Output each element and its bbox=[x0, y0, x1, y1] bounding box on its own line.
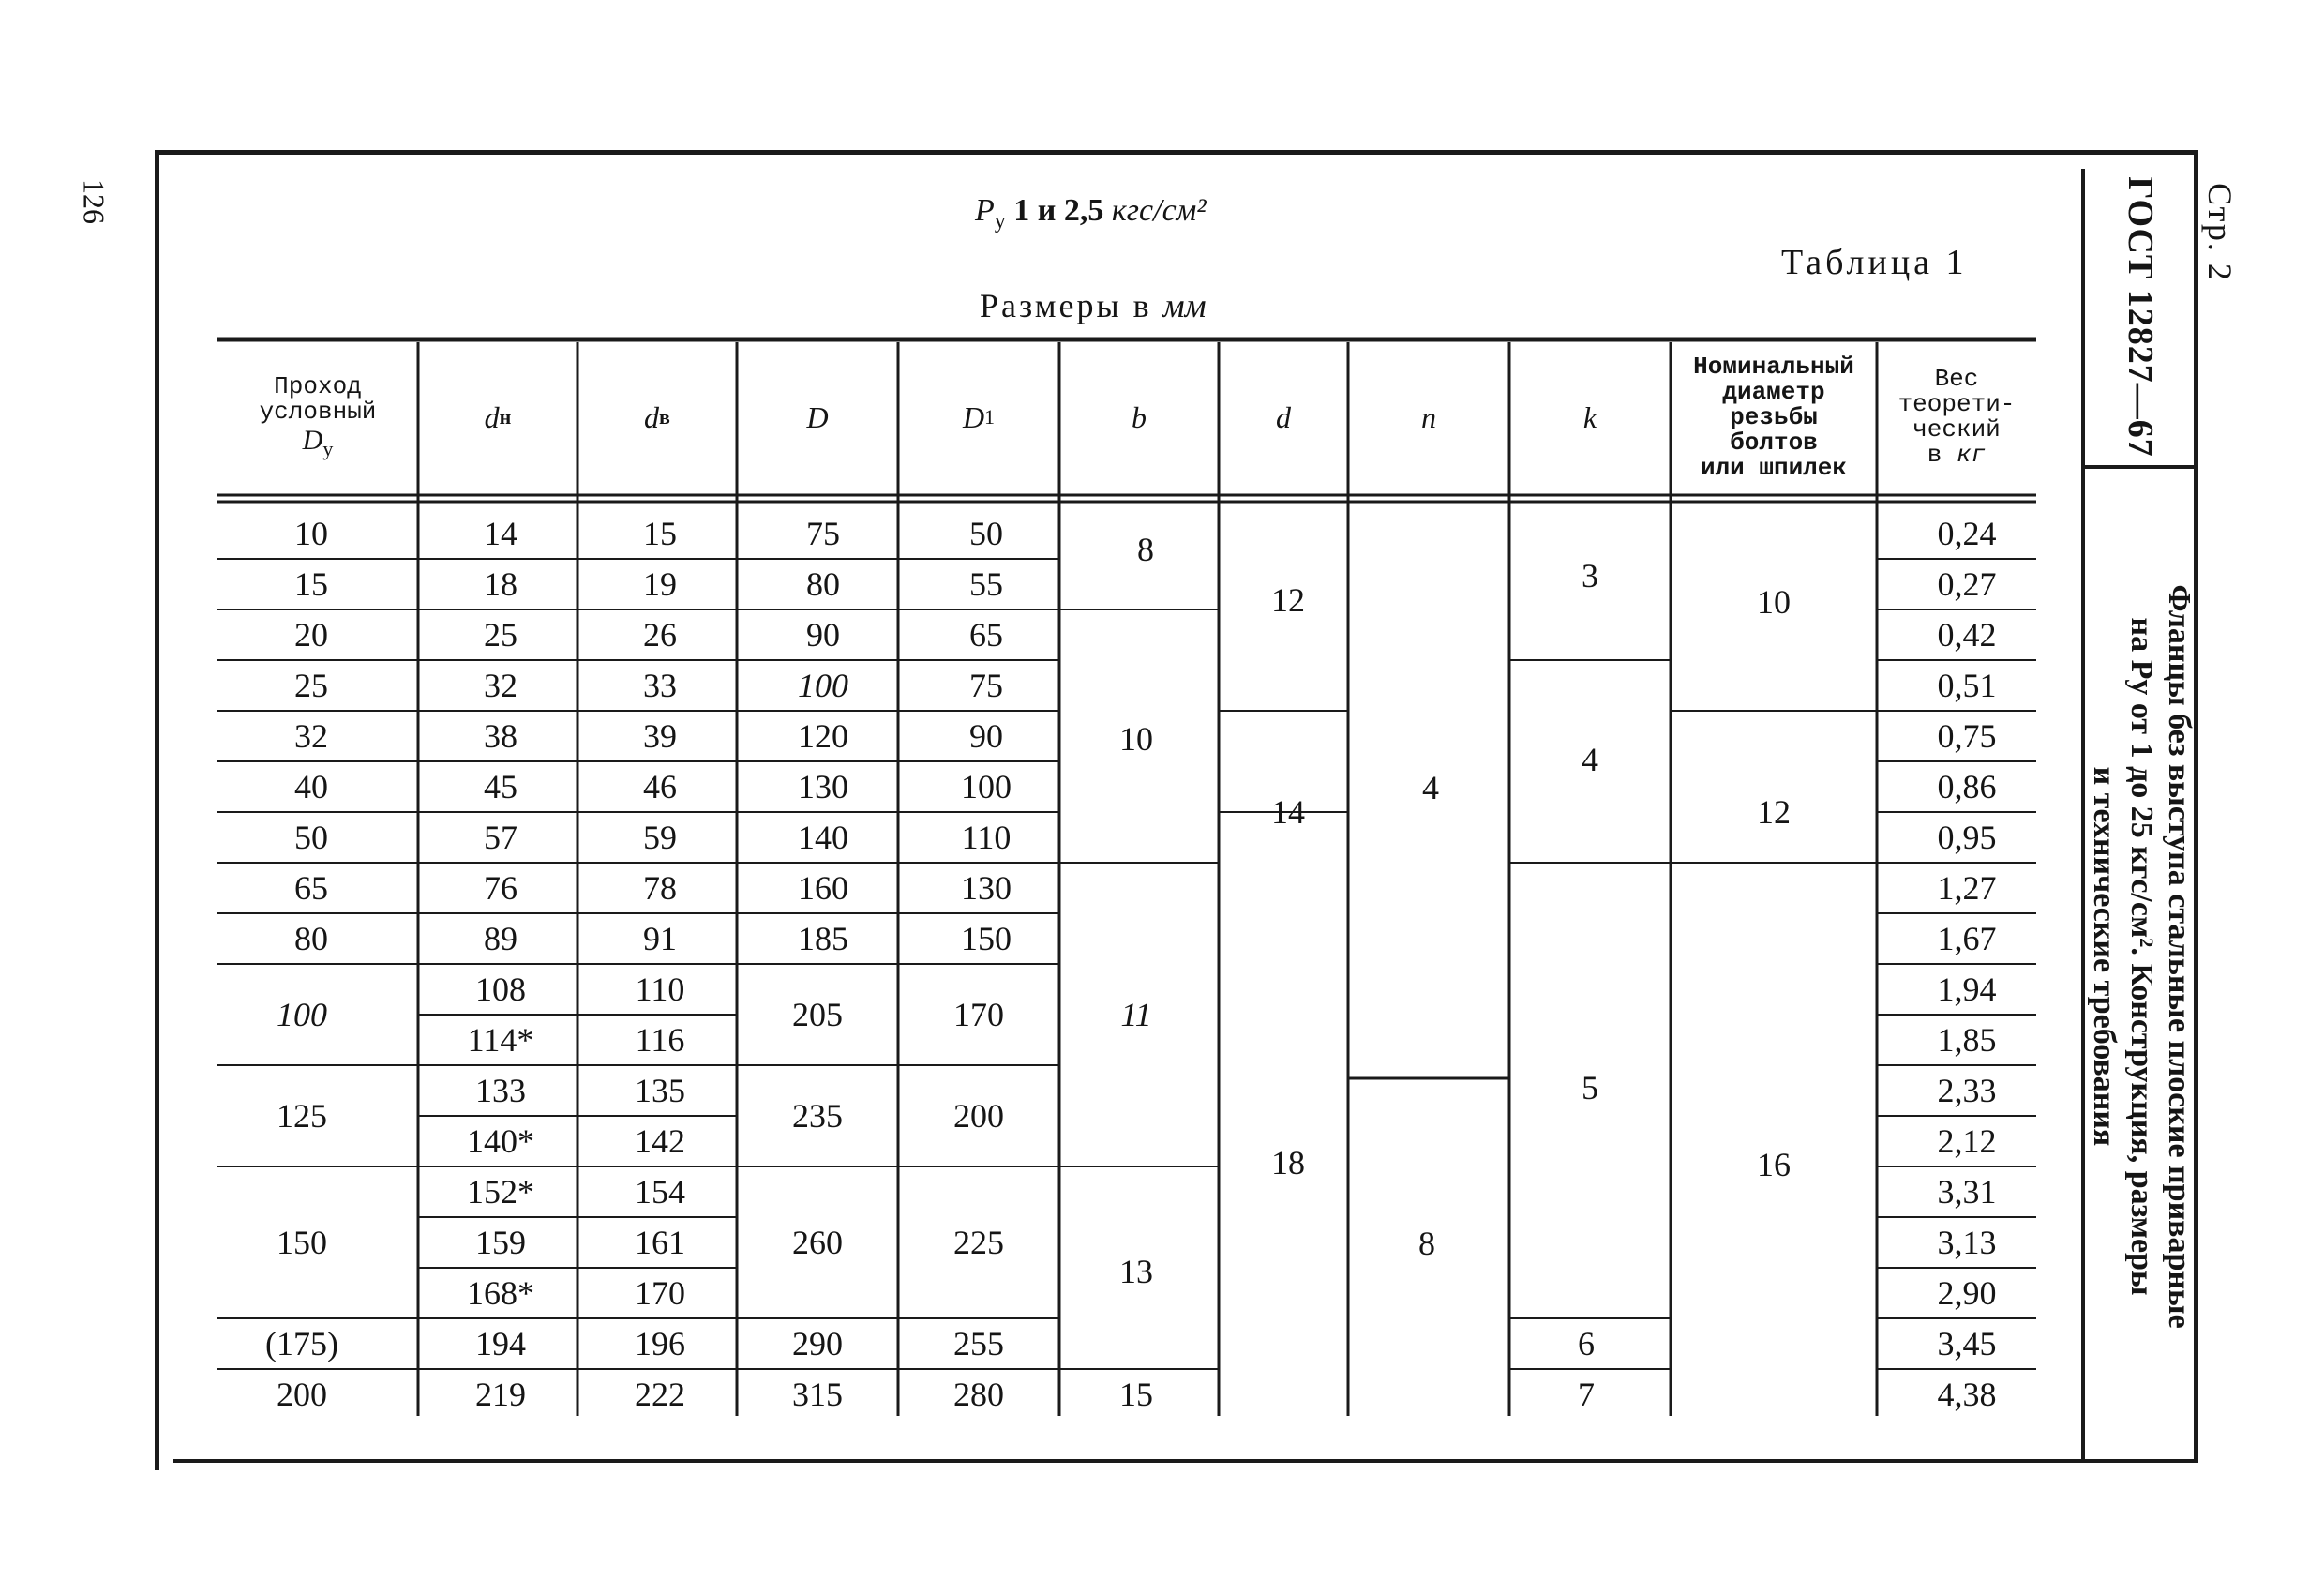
table-cell-weight: 4,38 bbox=[1937, 1376, 1997, 1413]
table-cell-dn: 89 bbox=[484, 920, 517, 957]
table-cell-dn: 38 bbox=[484, 717, 517, 755]
header-dy bbox=[217, 342, 418, 492]
table-cell-dv: 154 bbox=[635, 1173, 685, 1211]
table-cell-D1: 130 bbox=[961, 869, 1012, 907]
table-cell-dv: 39 bbox=[643, 717, 677, 755]
table-cell-weight: 2,90 bbox=[1937, 1274, 1997, 1312]
header-bolt-line: болтов bbox=[1730, 428, 1818, 457]
header-weight bbox=[1877, 342, 2036, 492]
table-cell-D: 205 bbox=[792, 996, 843, 1033]
header-d: d bbox=[1276, 399, 1291, 434]
header-k: k bbox=[1582, 399, 1597, 434]
table-cell-dv: 196 bbox=[635, 1325, 685, 1362]
table-cell-weight: 0,86 bbox=[1937, 768, 1997, 805]
table-cell-weight: 0,27 bbox=[1937, 565, 1997, 603]
table-cell-weight: 0,75 bbox=[1937, 717, 1997, 755]
table-cell-D1: 90 bbox=[969, 717, 1003, 755]
header-weight-unit: кг bbox=[1956, 441, 1987, 469]
table-cell-bolt: 12 bbox=[1757, 793, 1791, 831]
table-cell-dv: 170 bbox=[635, 1274, 685, 1312]
page-number: 126 bbox=[77, 179, 112, 224]
table-cell-dn: 32 bbox=[484, 667, 517, 704]
table-cell-dv: 110 bbox=[635, 971, 685, 1008]
table-cell-dy: 65 bbox=[294, 869, 328, 907]
table-cell-b: 10 bbox=[1119, 720, 1153, 758]
table-cell-k: 4 bbox=[1582, 741, 1598, 778]
units-unit: мм bbox=[1162, 287, 1207, 324]
table-cell-b: 15 bbox=[1119, 1376, 1153, 1413]
table-cell-D: 140 bbox=[798, 819, 848, 856]
table-cell-dv: 222 bbox=[635, 1376, 685, 1413]
table-cell-weight: 0,24 bbox=[1937, 515, 1997, 552]
table-cell-dv: 78 bbox=[643, 869, 677, 907]
table-cell-n: 8 bbox=[1418, 1225, 1435, 1262]
header-weight-line: ческий bbox=[1912, 415, 2001, 444]
table-cell-dv: 161 bbox=[635, 1224, 685, 1261]
table-cell-dn: 25 bbox=[484, 616, 517, 654]
table-cell-weight: 3,13 bbox=[1937, 1224, 1997, 1261]
table-cell-D1: 55 bbox=[969, 565, 1003, 603]
header-weight-line: Вес bbox=[1934, 365, 1979, 393]
table-cell-dv: 135 bbox=[635, 1072, 685, 1109]
table-cell-dn: 14 bbox=[484, 515, 517, 552]
table-cell-b: 13 bbox=[1119, 1253, 1153, 1290]
pressure-subscript: у bbox=[994, 208, 1006, 233]
header-dy-line: условный bbox=[259, 397, 377, 426]
table-cell-D1: 170 bbox=[953, 996, 1004, 1033]
header-bolt-line: или шпилек bbox=[1700, 453, 1847, 482]
table-cell-D1: 65 bbox=[969, 616, 1003, 654]
table-cell-dy: 125 bbox=[277, 1097, 327, 1135]
header-bolt-diameter bbox=[1671, 342, 1877, 492]
pressure-values: 1 и 2,5 bbox=[1005, 193, 1112, 228]
table-cell-D1: 75 bbox=[969, 667, 1003, 704]
table-cell-dn: 194 bbox=[475, 1325, 526, 1362]
table-cell-dy: 150 bbox=[277, 1224, 327, 1261]
header-D1-symbol: D bbox=[962, 399, 985, 434]
table-cell-dv: 116 bbox=[635, 1021, 685, 1059]
document-title-line: на Pу от 1 до 25 кгс/см². Конструкция, размеры bbox=[2124, 617, 2159, 1296]
table-cell-D: 120 bbox=[798, 717, 848, 755]
header-weight-line: теорети- bbox=[1897, 390, 2016, 418]
table-cell-weight: 0,95 bbox=[1937, 819, 1997, 856]
table-cell-weight: 3,45 bbox=[1937, 1325, 1997, 1362]
header-weight-unit-prefix: в bbox=[1927, 441, 1957, 469]
table-cell-D1: 225 bbox=[953, 1224, 1004, 1261]
header-dv-symbol: d bbox=[644, 399, 660, 434]
table-cell-dy: 80 bbox=[294, 920, 328, 957]
header-dn-sub: н bbox=[499, 405, 512, 429]
table-cell-dn: 133 bbox=[475, 1072, 526, 1109]
table-cell-D1: 280 bbox=[953, 1376, 1004, 1413]
table-cell-D: 235 bbox=[792, 1097, 843, 1135]
units-label: Размеры в bbox=[980, 287, 1163, 324]
table-cell-dn: 114* bbox=[467, 1021, 534, 1059]
header-dn-symbol: d bbox=[484, 399, 500, 434]
table-cell-dv: 59 bbox=[643, 819, 677, 856]
header-bolt-line: диаметр bbox=[1722, 377, 1825, 406]
table-cell-d: 12 bbox=[1271, 581, 1305, 619]
header-dy-symbol: D bbox=[302, 424, 323, 456]
table-number: Таблица 1 bbox=[1781, 243, 1968, 282]
table-cell-dv: 46 bbox=[643, 768, 677, 805]
standard-code: ГОСТ 12827—67 bbox=[2121, 176, 2160, 458]
table-cell-d: 14 bbox=[1271, 793, 1305, 831]
table-cell-weight: 2,33 bbox=[1937, 1072, 1997, 1109]
table-cell-dy: 20 bbox=[294, 616, 328, 654]
table-cell-k: 6 bbox=[1578, 1325, 1595, 1362]
table-cell-bolt: 16 bbox=[1757, 1146, 1791, 1183]
header-D1 bbox=[898, 342, 1059, 492]
table-cell-dy: 200 bbox=[277, 1376, 327, 1413]
table-cell-D1: 200 bbox=[953, 1097, 1004, 1135]
table-cell-weight: 3,31 bbox=[1937, 1173, 1997, 1211]
table-cell-D: 185 bbox=[798, 920, 848, 957]
table-cell-weight: 1,85 bbox=[1937, 1021, 1997, 1059]
table-cell-D1: 50 bbox=[969, 515, 1003, 552]
table-cell-dn: 152* bbox=[467, 1173, 534, 1211]
table-cell-dy: 25 bbox=[294, 667, 328, 704]
table-cell-dv: 26 bbox=[643, 616, 677, 654]
table-cell-dv: 19 bbox=[643, 565, 677, 603]
table-cell-dy: (175) bbox=[265, 1325, 338, 1362]
table-cell-D: 290 bbox=[792, 1325, 843, 1362]
header-dy-sub: у bbox=[322, 436, 334, 460]
table-cell-dn: 45 bbox=[484, 768, 517, 805]
header-bolt-line: резьбы bbox=[1730, 402, 1818, 431]
document-title-line: Фланцы без выступа стальные плоские приварные bbox=[2162, 584, 2197, 1329]
table-cell-dy: 15 bbox=[294, 565, 328, 603]
table-cell-dn: 76 bbox=[484, 869, 517, 907]
table-cell-weight: 1,27 bbox=[1937, 869, 1997, 907]
table-cell-k: 3 bbox=[1582, 557, 1598, 594]
table-cell-weight: 1,94 bbox=[1937, 971, 1997, 1008]
header-bolt-line: Номинальный bbox=[1693, 352, 1854, 381]
table-cell-dn: 57 bbox=[484, 819, 517, 856]
table-cell-D: 75 bbox=[806, 515, 840, 552]
table-cell-dn: 18 bbox=[484, 565, 517, 603]
header-b: b bbox=[1132, 399, 1147, 434]
table-cell-b: 11 bbox=[1120, 996, 1152, 1033]
table-cell-dv: 33 bbox=[643, 667, 677, 704]
table-cell-dn: 140* bbox=[467, 1122, 534, 1160]
header-dy-line: Проход bbox=[274, 371, 362, 400]
table-cell-n: 4 bbox=[1422, 769, 1439, 806]
pressure-symbol: P bbox=[975, 193, 995, 228]
table-cell-D: 315 bbox=[792, 1376, 843, 1413]
table-cell-dy: 10 bbox=[294, 515, 328, 552]
table-cell-dy: 100 bbox=[277, 996, 327, 1033]
pressure-unit: кгс/см² bbox=[1111, 193, 1207, 228]
table-cell-b: 8 bbox=[1137, 531, 1154, 568]
header-n: n bbox=[1421, 399, 1436, 434]
table-cell-D: 130 bbox=[798, 768, 848, 805]
table-cell-weight: 1,67 bbox=[1937, 920, 1997, 957]
header-dn bbox=[418, 342, 577, 492]
header-D1-sub: 1 bbox=[984, 405, 996, 429]
table-cell-D: 90 bbox=[806, 616, 840, 654]
table-cell-dv: 91 bbox=[643, 920, 677, 957]
table-cell-dn: 108 bbox=[475, 971, 526, 1008]
table-cell-D: 100 bbox=[798, 667, 848, 704]
table-cell-dy: 50 bbox=[294, 819, 328, 856]
table-cell-dn: 159 bbox=[475, 1224, 526, 1261]
table-cell-D1: 150 bbox=[961, 920, 1012, 957]
table-cell-bolt: 10 bbox=[1757, 583, 1791, 621]
table-cell-D: 80 bbox=[806, 565, 840, 603]
table-cell-D1: 255 bbox=[953, 1325, 1004, 1362]
table-cell-D: 260 bbox=[792, 1224, 843, 1261]
table-cell-D: 160 bbox=[798, 869, 848, 907]
table-cell-dn: 219 bbox=[475, 1376, 526, 1413]
header-dv bbox=[577, 342, 737, 492]
table-cell-dv: 142 bbox=[635, 1122, 685, 1160]
table-cell-k: 5 bbox=[1582, 1069, 1598, 1106]
header-D: D bbox=[806, 399, 829, 434]
table-cell-D1: 110 bbox=[961, 819, 1012, 856]
table-cell-k: 7 bbox=[1578, 1376, 1595, 1413]
document-title-line: и технические требования bbox=[2087, 766, 2122, 1147]
table-cell-dy: 32 bbox=[294, 717, 328, 755]
table-cell-D1: 100 bbox=[961, 768, 1012, 805]
table-cell-weight: 0,42 bbox=[1937, 616, 1997, 654]
table-cell-weight: 0,51 bbox=[1937, 667, 1997, 704]
side-page-label: Стр. 2 bbox=[2201, 183, 2239, 282]
table-cell-dn: 168* bbox=[467, 1274, 534, 1312]
header-dv-sub: в bbox=[659, 405, 670, 429]
table-cell-dy: 40 bbox=[294, 768, 328, 805]
table-cell-d: 18 bbox=[1271, 1144, 1305, 1181]
table-cell-dv: 15 bbox=[643, 515, 677, 552]
table-cell-weight: 2,12 bbox=[1937, 1122, 1997, 1160]
